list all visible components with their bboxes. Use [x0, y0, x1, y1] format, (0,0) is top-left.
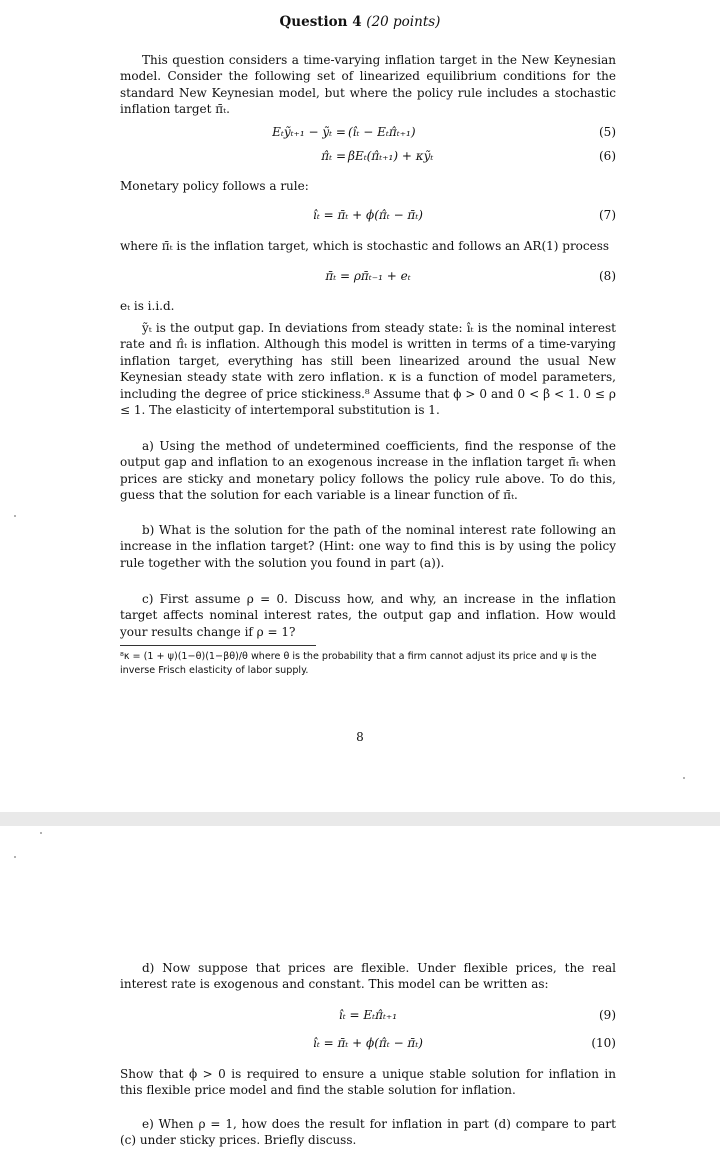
equation-5-lhs: Eₜỹₜ₊₁ − ỹₜ = — [272, 125, 346, 139]
equation-5 — [120, 125, 616, 143]
equation-9-body: îₜ = Eₜπ̂ₜ₊₁ — [338, 1008, 398, 1022]
equation-8 — [120, 269, 616, 287]
equation-6 — [120, 149, 616, 167]
equation-10-number: (10) — [591, 1036, 616, 1050]
question-points: (20 points) — [366, 14, 441, 30]
footnote-rule — [120, 645, 316, 646]
part-b: b) What is the solution for the path of the nominal interest rate following an increase in the inflation target? (Hint: one way to find this is by using the policy rule together with the solution you found in part (a)). — [120, 523, 616, 570]
page-gap — [0, 812, 720, 826]
equation-9 — [120, 1008, 616, 1026]
equation-10 — [120, 1036, 616, 1054]
monetary-policy-text: Monetary policy follows a rule: — [120, 179, 309, 193]
question-title — [0, 14, 720, 30]
equation-7 — [120, 208, 616, 226]
scan-speck — [683, 777, 685, 779]
part-a: a) Using the method of undetermined coefficients, find the response of the output gap and inflation to an exogenous increase in the inflation target π̄ₜ when prices are sticky and monetary policy follows the policy rule above. To do this, guess that the solution for each variable is a linear function of π̄ₜ. — [120, 439, 616, 503]
equation-8-number: (8) — [599, 269, 616, 283]
equation-9-number: (9) — [599, 1008, 616, 1022]
question-title-text: Question 4 — [279, 14, 362, 30]
footnote: ⁸κ = (1 + ψ)(1−θ)(1−βθ)/θ where θ is the probability that a firm cannot adjust its price and ψ is the inverse Frisch elasticity of labor supply. — [120, 651, 597, 676]
scan-speck — [40, 832, 42, 834]
equation-6-lhs: π̂ₜ = — [321, 149, 346, 163]
equation-5-number: (5) — [599, 125, 616, 139]
part-d: d) Now suppose that prices are flexible. Under flexible prices, the real interest rate is exogenous and constant. This model can be written as: — [120, 961, 616, 992]
scan-speck — [14, 515, 16, 517]
scan-speck — [14, 856, 16, 858]
part-e: e) When ρ = 1, how does the result for inflation in part (d) compare to part (c) under sticky prices. Briefly discuss. — [120, 1117, 616, 1148]
equation-6-number: (6) — [599, 149, 616, 163]
part-c: c) First assume ρ = 0. Discuss how, and why, an increase in the inflation target affects nominal interest rates, the output gap and inflation. How would your results change if ρ = 1? — [120, 592, 616, 639]
definitions-paragraph: ỹₜ is the output gap. In deviations from steady state: îₜ is the nominal interest rate and π̂ₜ is inflation. Although this model is written in terms of a time-varying inflation target, everything has still been linearized around the usual New Keynesian steady state with zero inflation. κ is a function of model parameters, including the degree of price stickiness.⁸ Assume that ϕ > 0 and 0 < β < 1. 0 ≤ ρ ≤ 1. The elasticity of intertemporal substitution is 1. — [120, 321, 616, 418]
page-2 — [0, 826, 720, 1170]
iid-text: eₜ is i.i.d. — [120, 299, 175, 313]
equation-10-body: îₜ = π̄ₜ + ϕ(π̂ₜ − π̄ₜ) — [313, 1036, 423, 1050]
equation-7-number: (7) — [599, 208, 616, 222]
equation-8-body: π̄ₜ = ρπ̄ₜ₋₁ + eₜ — [325, 269, 411, 283]
where-target-text: where π̄ₜ is the inflation target, which is stochastic and follows an AR(1) process — [120, 239, 610, 253]
intro-paragraph: This question considers a time-varying inflation target in the New Keynesian model. Consider the following set of linearized equilibrium conditions for the standard New Keynesian model, but where the policy rule includes a stochastic inflation target π̄ₜ. — [120, 53, 616, 117]
stable-solution-text: Show that ϕ > 0 is required to ensure a unique stable solution for inflation in this flexible price model and find the stable solution for inflation. — [120, 1067, 616, 1098]
equation-6-rhs: βEₜ(π̂ₜ₊₁) + κỹₜ — [348, 149, 434, 163]
equation-7-body: îₜ = π̄ₜ + ϕ(π̂ₜ − π̄ₜ) — [313, 208, 423, 222]
page-number: 8 — [356, 730, 364, 744]
equation-5-rhs: (îₜ − Eₜπ̂ₜ₊₁) — [348, 125, 416, 139]
